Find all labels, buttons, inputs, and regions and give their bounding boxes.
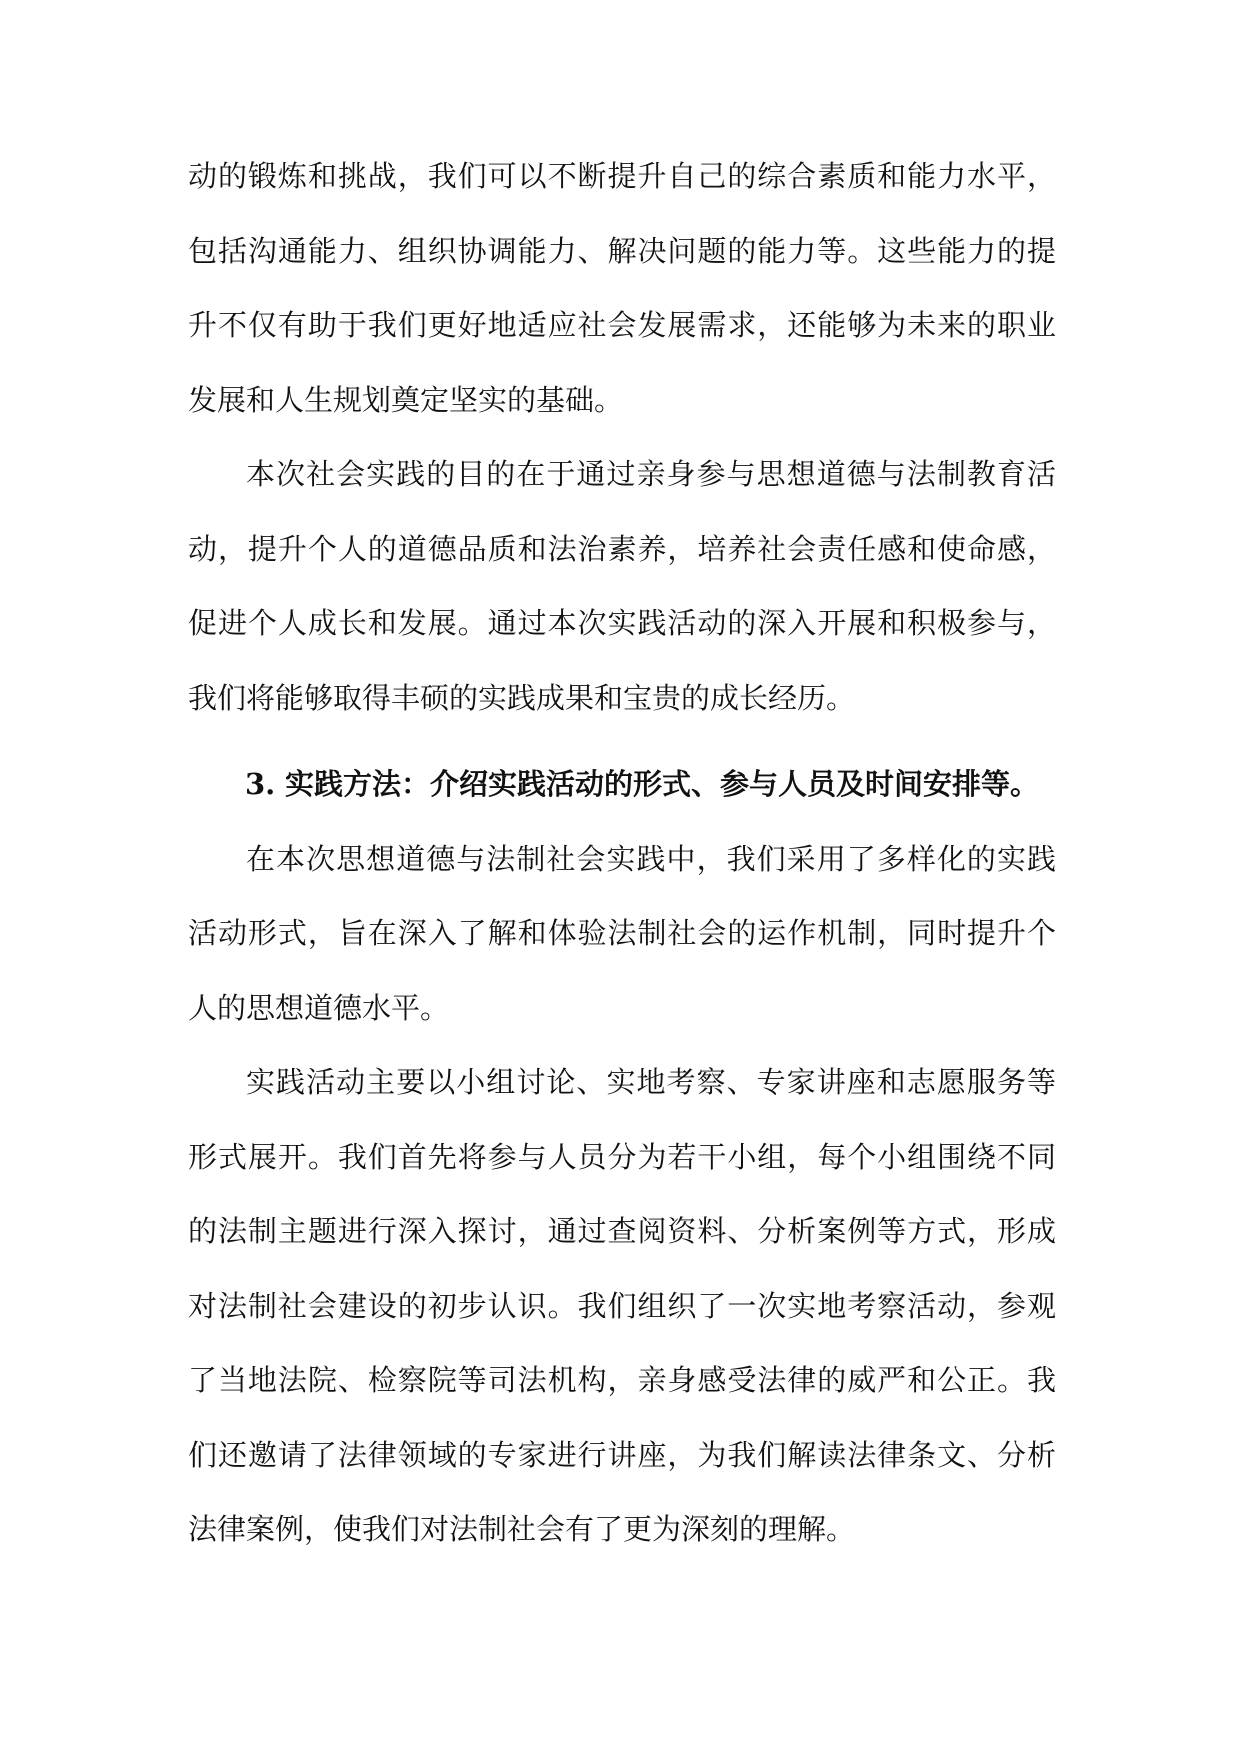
paragraph-continuation: 动的锻炼和挑战，我们可以不断提升自己的综合素质和能力水平，包括沟通能力、组织协调能力、解决问题的能力等。这些能力的提升不仅有助于我们更好地适应社会发展需求，还能够为未来的职业发展和人生规划奠定坚实的基础。 [188, 159, 1056, 417]
paragraph-methods-detail: 实践活动主要以小组讨论、实地考察、专家讲座和志愿服务等形式展开。我们首先将参与人员分为若干小组，每个小组围绕不同的法制主题进行深入探讨，通过查阅资料、分析案例等方式，形成对法制社会建设的初步认识。我们组织了一次实地考察活动，参观了当地法院、检察院等司法机构，亲身感受法律的威严和公正。我们还邀请了法律领域的专家进行讲座，为我们解读法律条文、分析法律案例，使我们对法制社会有了更为深刻的理解。 [188, 1065, 1056, 1546]
section-heading [188, 747, 1056, 822]
document-page [188, 139, 1056, 1567]
paragraph-methods-intro: 在本次思想道德与法制社会实践中，我们采用了多样化的实践活动形式，旨在深入了解和体验法制社会的运作机制，同时提升个人的思想道德水平。 [188, 841, 1056, 1025]
section-heading-number: 3. [245, 767, 276, 801]
paragraph-purpose: 本次社会实践的目的在于通过亲身参与思想道德与法制教育活动，提升个人的道德品质和法治素养，培养社会责任感和使命感，促进个人成长和发展。通过本次实践活动的深入开展和积极参与，我们将能够取得丰硕的实践成果和宝贵的成长经历。 [188, 457, 1056, 715]
section-heading-text: 实践方法：介绍实践活动的形式、参与人员及时间安排等。 [285, 767, 1040, 801]
